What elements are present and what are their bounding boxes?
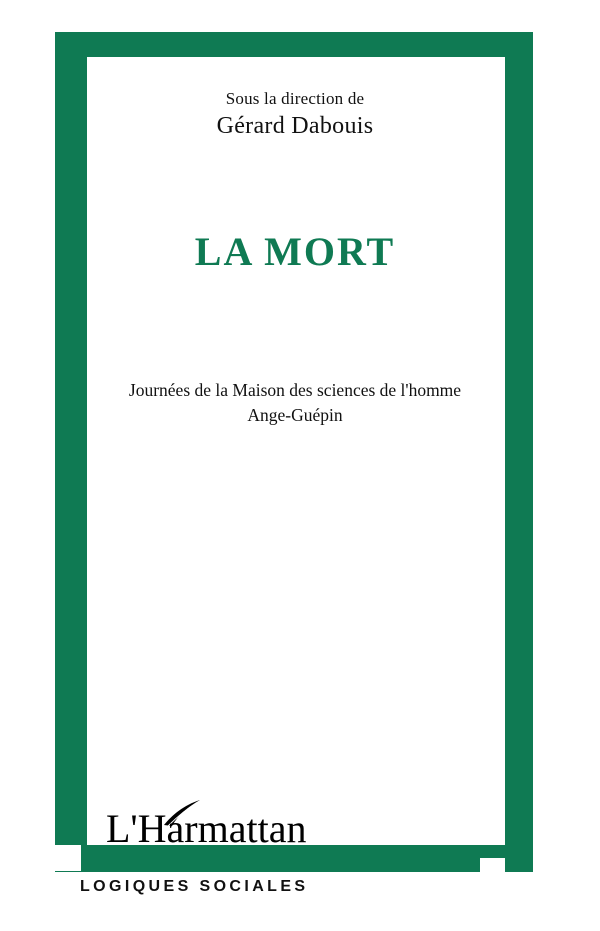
subtitle-line-1: Journées de la Maison des sciences de l'homme xyxy=(128,380,462,400)
editor-credit xyxy=(90,88,500,142)
publisher-name-text: L'Harmattan xyxy=(106,806,307,851)
cover-frame-top-band xyxy=(55,32,533,57)
subtitle-line-2: Ange-Guépin xyxy=(247,405,343,426)
editor-prefix-text: Sous la direction de xyxy=(225,89,365,108)
cover-frame-right-band xyxy=(505,32,533,872)
book-title: LA MORT xyxy=(194,229,396,274)
cover-frame-bottom-left-notch xyxy=(55,845,81,871)
collection-band xyxy=(80,874,500,900)
title-area xyxy=(90,228,500,275)
cover-frame-bottom-right-notch xyxy=(480,858,505,872)
editor-name-text: Gérard Dabouis xyxy=(216,113,374,140)
publisher-logo xyxy=(100,795,370,865)
cover-frame-left-band xyxy=(55,32,87,858)
collection-name-text: LOGIQUES SOCIALES xyxy=(80,878,309,895)
subtitle-area xyxy=(86,378,504,429)
